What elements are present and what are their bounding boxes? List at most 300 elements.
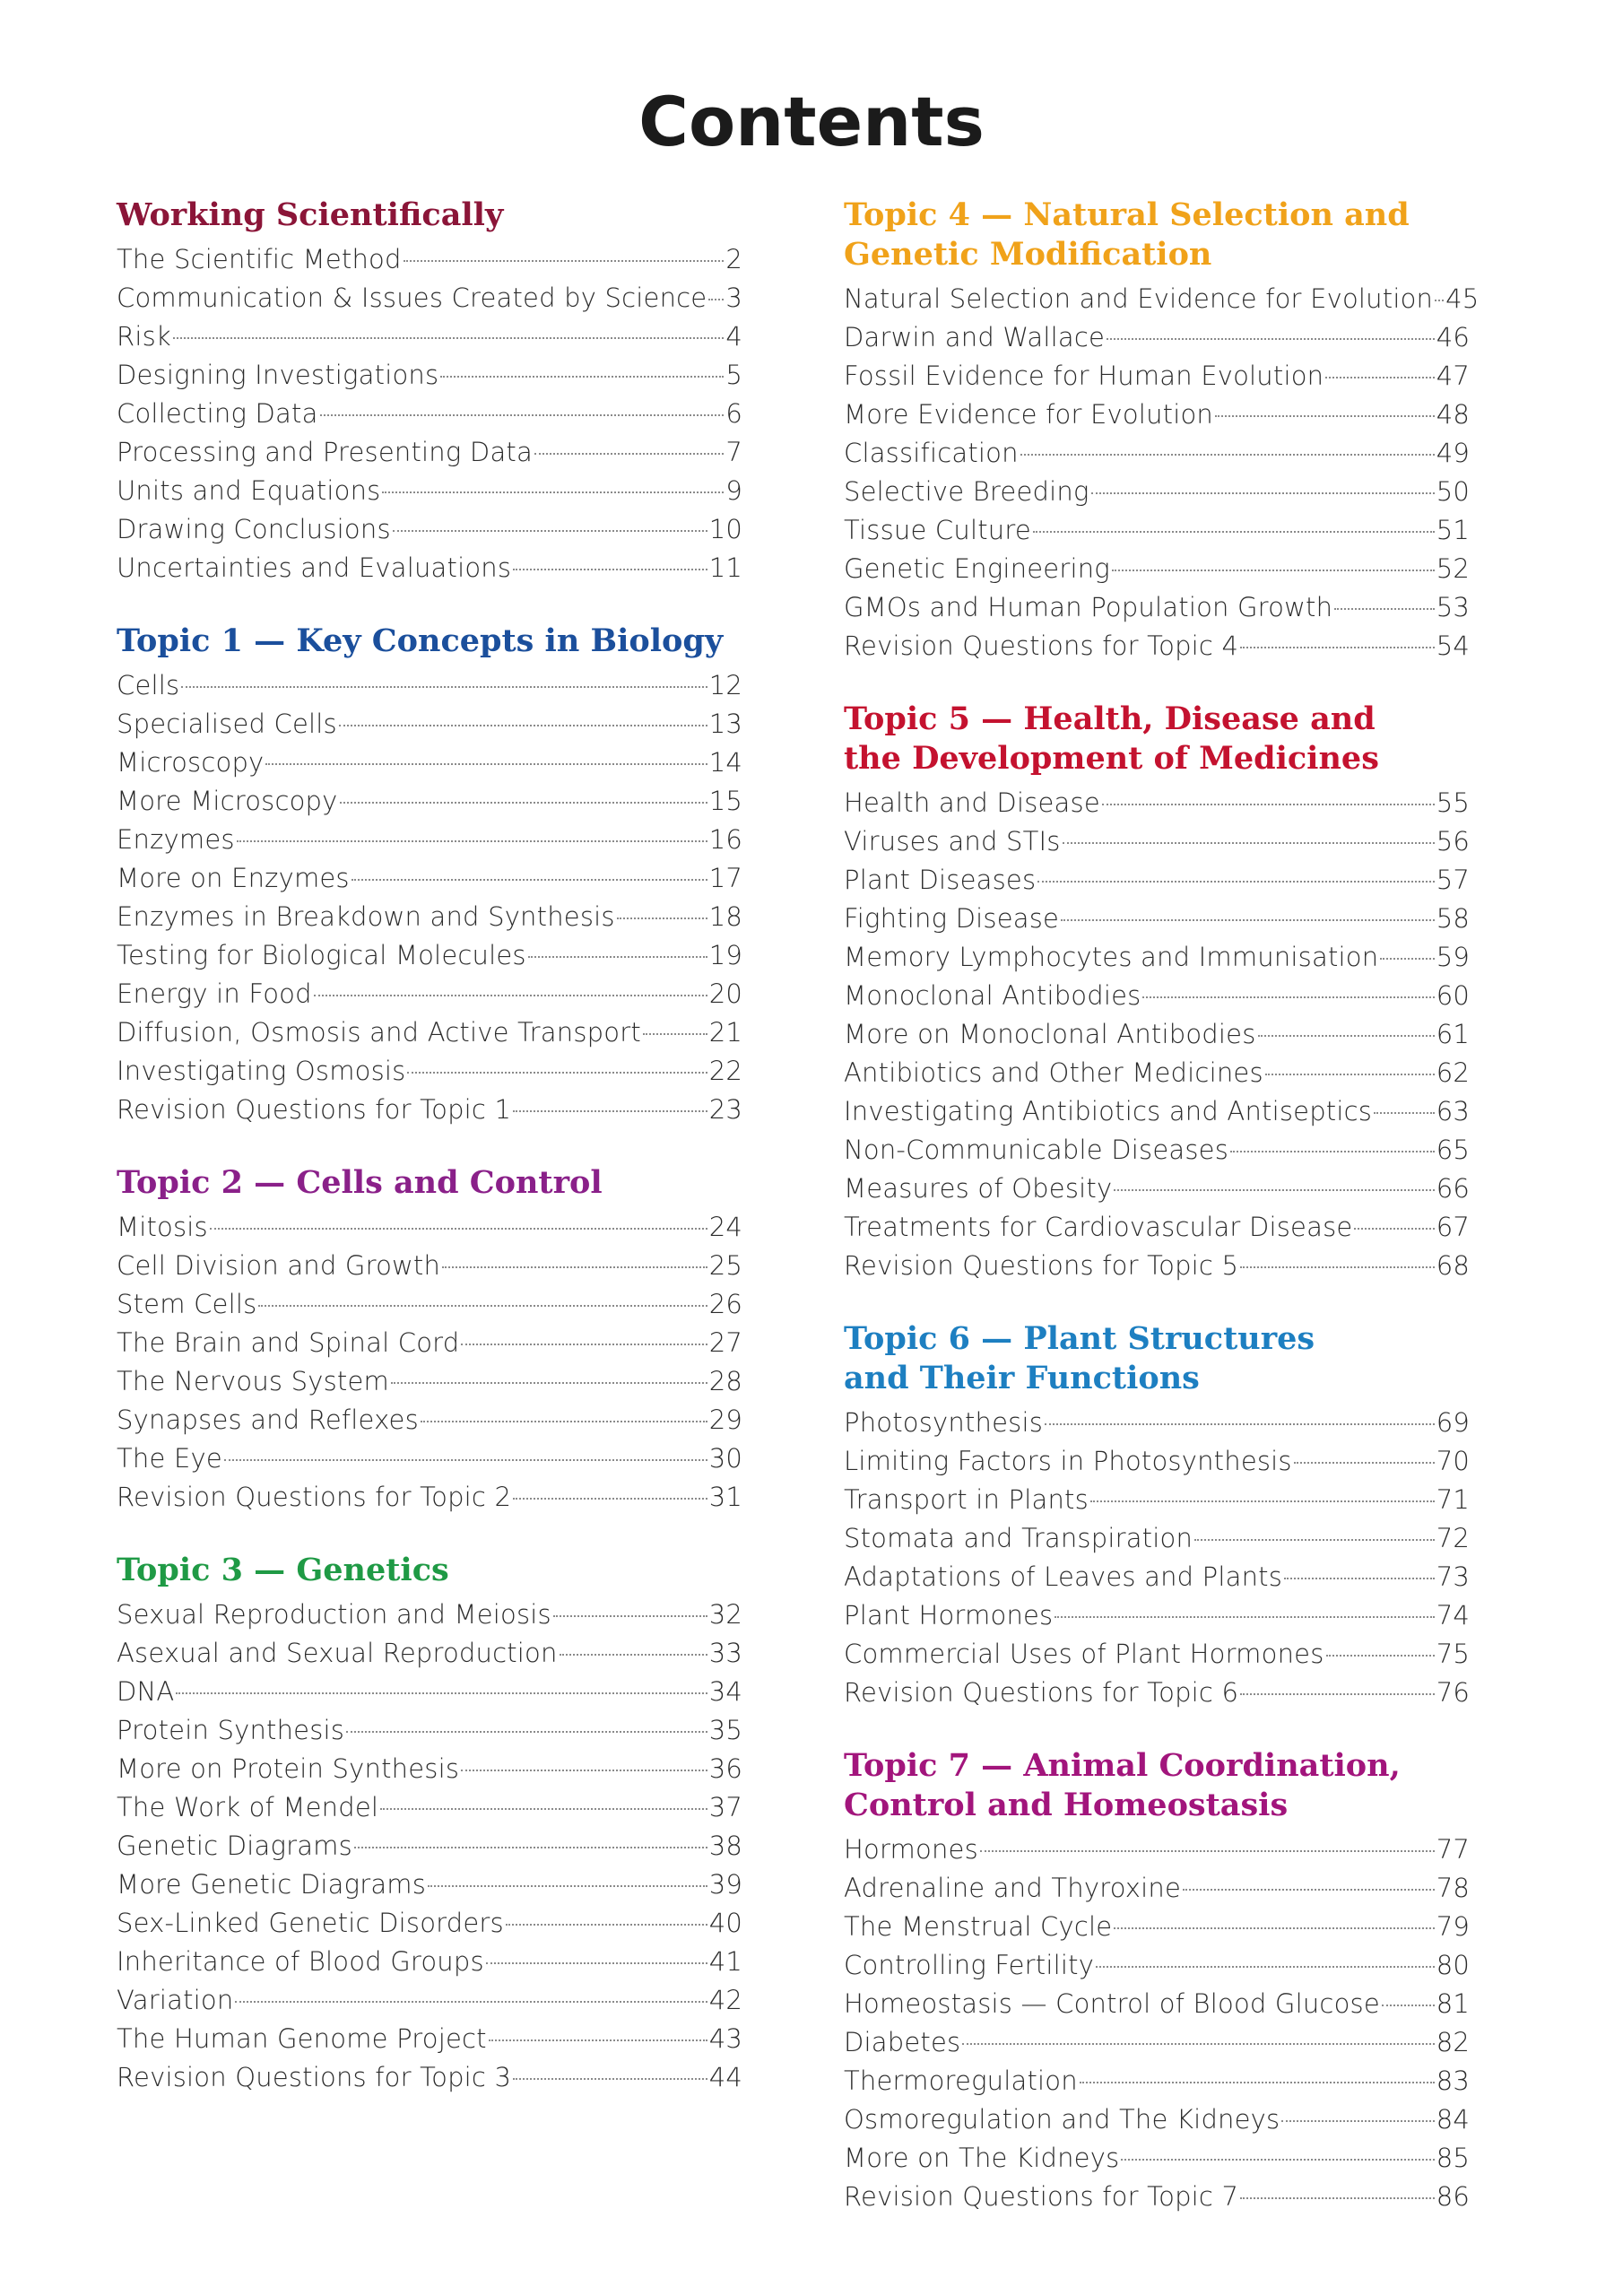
toc-entry[interactable] [117, 1904, 742, 1943]
section-heading [117, 622, 742, 661]
toc-entry[interactable] [117, 1362, 742, 1401]
toc-entry-label: Risk [117, 321, 171, 352]
section-heading [844, 196, 1470, 274]
toc-entry[interactable] [117, 782, 742, 821]
toc-entry-page-number: 44 [708, 2062, 742, 2092]
toc-entry[interactable] [117, 1788, 742, 1827]
toc-entry-label: Energy in Food [117, 978, 312, 1009]
section-heading-line: and Their Functions [844, 1360, 1200, 1396]
section-topic7 [844, 1746, 1470, 2216]
toc-entry-label: Viruses and STIs [844, 826, 1061, 857]
toc-entry[interactable] [117, 1439, 742, 1478]
toc-entry-page-number: 73 [1436, 1561, 1470, 1592]
toc-entry-label: Sexual Reproduction and Meiosis [117, 1599, 551, 1630]
dot-leader [1294, 1462, 1435, 1464]
toc-entry-label: Investigating Osmosis [117, 1056, 406, 1086]
toc-entry-page-number: 14 [708, 747, 742, 778]
section-heading [844, 700, 1470, 778]
dot-leader [1240, 647, 1435, 648]
toc-entry-page-number: 65 [1436, 1135, 1470, 1165]
toc-entry[interactable] [844, 822, 1470, 861]
toc-entry-page-number: 26 [708, 1289, 742, 1319]
toc-entry-label: Adaptations of Leaves and Plants [844, 1561, 1283, 1592]
toc-entry-label: More on Monoclonal Antibodies [844, 1019, 1256, 1049]
dot-leader [237, 840, 707, 842]
toc-entry[interactable] [117, 472, 742, 510]
dot-leader [235, 2001, 707, 2003]
toc-entry-page-number: 29 [708, 1405, 742, 1435]
toc-entry-page-number: 35 [708, 1715, 742, 1745]
section-heading-line: Topic 4 — Natural Selection and [844, 196, 1410, 233]
toc-entry-page-number: 83 [1436, 2066, 1470, 2096]
toc-entry-label: Monoclonal Antibodies [844, 980, 1141, 1011]
toc-entry-label: The Nervous System [117, 1366, 389, 1396]
toc-entry-label: Plant Diseases [844, 865, 1037, 895]
toc-entry-page-number: 54 [1436, 631, 1470, 661]
dot-leader [461, 1344, 707, 1345]
dot-leader [486, 1962, 707, 1964]
toc-entry-page-number: 66 [1436, 1173, 1470, 1204]
dot-leader [1194, 1539, 1435, 1541]
toc-entry[interactable] [844, 1674, 1470, 1712]
toc-entry[interactable] [844, 2100, 1470, 2139]
toc-entry-page-number: 12 [708, 670, 742, 700]
toc-entry-page-number: 16 [708, 824, 742, 855]
toc-entry-label: The Human Genome Project [117, 2023, 487, 2054]
toc-entry[interactable] [844, 784, 1470, 822]
dot-leader [210, 1228, 707, 1230]
toc-entry[interactable] [844, 627, 1470, 665]
dot-leader [1114, 1927, 1434, 1929]
toc-entry-page-number: 43 [708, 2023, 742, 2054]
section-heading-line: Topic 6 — Plant Structures [844, 1320, 1315, 1357]
dot-leader [461, 1770, 707, 1771]
toc-entry-label: Revision Questions for Topic 2 [117, 1482, 512, 1512]
toc-entry-page-number: 27 [708, 1327, 742, 1358]
dot-leader [1033, 531, 1435, 533]
section-heading [117, 1163, 742, 1203]
toc-entry-label: Uncertainties and Evaluations [117, 552, 512, 583]
toc-entry[interactable] [844, 2023, 1470, 2062]
dot-leader [352, 879, 707, 881]
toc-entry-label: Asexual and Sexual Reproduction [117, 1638, 558, 1668]
toc-entry[interactable] [117, 2058, 742, 2097]
dot-leader [1061, 919, 1435, 921]
toc-entry-label: Genetic Diagrams [117, 1831, 352, 1861]
toc-entry[interactable] [117, 356, 742, 395]
toc-entry-page-number: 75 [1436, 1639, 1470, 1669]
toc-entry[interactable] [117, 279, 742, 317]
toc-entry[interactable] [117, 1247, 742, 1285]
section-heading [844, 1746, 1470, 1825]
toc-entry-label: Diabetes [844, 2027, 961, 2057]
toc-entry-label: Revision Questions for Topic 3 [117, 2062, 512, 2092]
dot-leader [1055, 1616, 1434, 1618]
toc-entry-label: Diffusion, Osmosis and Active Transport [117, 1017, 641, 1048]
toc-entry-page-number: 55 [1436, 787, 1470, 818]
dot-leader [1096, 1966, 1435, 1968]
toc-entry-page-number: 20 [708, 978, 742, 1009]
toc-entry[interactable] [844, 588, 1470, 627]
toc-entry-label: More Genetic Diagrams [117, 1869, 427, 1900]
toc-entry-page-number: 74 [1436, 1600, 1470, 1631]
section-heading-line: Topic 2 — Cells and Control [117, 1164, 603, 1201]
dot-leader [1090, 1500, 1435, 1502]
toc-entry-label: Sex-Linked Genetic Disorders [117, 1908, 504, 1938]
toc-entry[interactable] [844, 1831, 1470, 1869]
toc-entry-page-number: 77 [1436, 1834, 1470, 1865]
toc-entry[interactable] [117, 395, 742, 433]
dot-leader [354, 1847, 707, 1848]
dot-leader [513, 569, 707, 570]
dot-leader [1325, 377, 1434, 378]
toc-entry-page-number: 82 [1436, 2027, 1470, 2057]
toc-entry[interactable] [844, 511, 1470, 550]
toc-entry-label: Homeostasis — Control of Blood Glucose [844, 1988, 1380, 2019]
dot-leader [513, 1110, 707, 1112]
section-topic2 [117, 1163, 742, 1517]
section-working [117, 196, 742, 587]
toc-entry-page-number: 9 [725, 475, 742, 506]
toc-entry-label: Darwin and Wallace [844, 322, 1106, 352]
toc-entry[interactable] [117, 1324, 742, 1362]
toc-entry[interactable] [117, 1673, 742, 1711]
toc-entry[interactable] [117, 705, 742, 744]
toc-entry-label: The Brain and Spinal Cord [117, 1327, 460, 1358]
toc-entry-label: Enzymes [117, 824, 235, 855]
dot-leader [339, 725, 707, 726]
toc-entry[interactable] [117, 1401, 742, 1439]
toc-entry-page-number: 24 [708, 1212, 742, 1242]
toc-entry[interactable] [844, 473, 1470, 511]
toc-entry-label: Synapses and Reflexes [117, 1405, 419, 1435]
section-heading-line: Topic 7 — Animal Coordination, [844, 1747, 1401, 1784]
toc-entry-page-number: 76 [1436, 1677, 1470, 1708]
toc-entry-page-number: 17 [708, 863, 742, 893]
toc-entry-label: Microscopy [117, 747, 265, 778]
toc-entry[interactable] [117, 1827, 742, 1866]
toc-entry-label: Memory Lymphocytes and Immunisation [844, 942, 1379, 972]
toc-entry-page-number: 60 [1436, 980, 1470, 1011]
dot-leader [1091, 492, 1435, 494]
toc-entry-label: Hormones [844, 1834, 978, 1865]
toc-entry[interactable] [117, 975, 742, 1013]
toc-entry-label: Specialised Cells [117, 709, 337, 739]
toc-entry-label: Controlling Fertility [844, 1950, 1095, 1980]
dot-leader [1037, 881, 1434, 883]
toc-entry-label: Testing for Biological Molecules [117, 940, 526, 970]
toc-entry[interactable] [117, 433, 742, 472]
section-topic1 [117, 622, 742, 1129]
toc-entry-page-number: 31 [708, 1482, 742, 1512]
dot-leader [1334, 608, 1435, 610]
section-heading [117, 196, 742, 235]
toc-entry-page-number: 70 [1436, 1446, 1470, 1476]
toc-entry[interactable] [117, 821, 742, 859]
dot-leader [534, 453, 724, 455]
toc-entry[interactable] [117, 859, 742, 898]
toc-entry[interactable] [844, 280, 1480, 318]
toc-entry[interactable] [844, 1985, 1470, 2023]
toc-entry[interactable] [844, 550, 1470, 588]
toc-entry-page-number: 32 [708, 1599, 742, 1630]
toc-entry-label: Adrenaline and Thyroxine [844, 1873, 1181, 1903]
section-heading-line: Topic 5 — Health, Disease and [844, 700, 1376, 737]
dot-leader [346, 1731, 707, 1733]
toc-entry-page-number: 53 [1436, 592, 1470, 622]
toc-entry-label: Photosynthesis [844, 1407, 1044, 1438]
toc-entry-label: Revision Questions for Topic 6 [844, 1677, 1239, 1708]
toc-entry[interactable] [117, 1750, 742, 1788]
toc-entry-page-number: 62 [1436, 1057, 1470, 1088]
dot-leader [1281, 2120, 1434, 2122]
toc-entry[interactable] [117, 240, 742, 279]
toc-entry-label: Selective Breeding [844, 476, 1089, 507]
dot-leader [513, 2078, 707, 2080]
toc-entry-label: Commercial Uses of Plant Hormones [844, 1639, 1324, 1669]
dot-leader [1380, 958, 1434, 960]
toc-entry-label: Stomata and Transpiration [844, 1523, 1193, 1553]
dot-leader [382, 491, 724, 493]
toc-entry[interactable] [117, 1285, 742, 1324]
toc-entry[interactable] [844, 1015, 1470, 1054]
toc-entry[interactable] [844, 1404, 1470, 1442]
toc-entry[interactable] [844, 1635, 1470, 1674]
dot-leader [1240, 2197, 1435, 2199]
dot-leader [404, 260, 725, 262]
toc-entry-page-number: 47 [1436, 361, 1470, 391]
dot-leader [442, 1266, 707, 1268]
dot-leader [617, 918, 707, 919]
toc-entry-label: Revision Questions for Topic 7 [844, 2181, 1239, 2212]
dot-leader [528, 956, 707, 958]
toc-entry-label: Plant Hormones [844, 1600, 1054, 1631]
toc-entry-label: Revision Questions for Topic 1 [117, 1094, 512, 1125]
toc-entry-label: Designing Investigations [117, 360, 439, 390]
toc-entry-page-number: 81 [1436, 1988, 1470, 2019]
toc-entry-label: Variation [117, 1985, 234, 2015]
toc-entry-page-number: 42 [708, 1985, 742, 2015]
toc-entry[interactable] [117, 744, 742, 782]
toc-entry-label: More Microscopy [117, 786, 338, 816]
toc-entry-label: Cell Division and Growth [117, 1250, 441, 1281]
toc-entry-page-number: 18 [708, 901, 742, 932]
dot-leader [1107, 338, 1435, 340]
toc-entry-page-number: 30 [708, 1443, 742, 1474]
toc-entry[interactable] [117, 1013, 742, 1052]
toc-entry-label: Revision Questions for Topic 4 [844, 631, 1239, 661]
toc-entry-page-number: 45 [1445, 283, 1480, 314]
toc-entry[interactable] [844, 1869, 1470, 1908]
toc-entry-label: Stem Cells [117, 1289, 257, 1319]
toc-entry-page-number: 3 [725, 283, 742, 313]
toc-entry[interactable] [844, 900, 1470, 938]
toc-entry-page-number: 59 [1436, 942, 1470, 972]
toc-entry-page-number: 33 [708, 1638, 742, 1668]
toc-entry[interactable] [844, 2139, 1470, 2178]
toc-entry-page-number: 67 [1436, 1212, 1470, 1242]
toc-entry[interactable] [117, 1052, 742, 1091]
toc-entry[interactable] [844, 1558, 1470, 1596]
dot-leader [1435, 300, 1444, 301]
toc-entry-label: Natural Selection and Evidence for Evolution [844, 283, 1434, 314]
toc-entry-page-number: 50 [1436, 476, 1470, 507]
toc-entry[interactable] [844, 1442, 1470, 1481]
toc-entry-label: Enzymes in Breakdown and Synthesis [117, 901, 615, 932]
toc-entry-page-number: 79 [1436, 1911, 1470, 1942]
dot-leader [1045, 1423, 1435, 1425]
toc-entry-page-number: 10 [708, 514, 742, 544]
toc-entry[interactable] [844, 977, 1470, 1015]
toc-entry[interactable] [117, 1943, 742, 1981]
toc-entry-page-number: 21 [708, 1017, 742, 1048]
dot-leader [553, 1615, 707, 1617]
toc-entry-page-number: 80 [1436, 1950, 1470, 1980]
section-heading-line: Topic 3 — Genetics [117, 1552, 449, 1588]
toc-entry[interactable] [844, 357, 1470, 396]
dot-leader [407, 1072, 707, 1074]
toc-entry[interactable] [844, 434, 1470, 473]
toc-entry[interactable] [844, 1596, 1470, 1635]
toc-entry-page-number: 86 [1436, 2181, 1470, 2212]
toc-entry[interactable] [844, 1519, 1470, 1558]
dot-leader [1112, 570, 1435, 571]
toc-entry-page-number: 37 [708, 1792, 742, 1822]
toc-entry[interactable] [844, 861, 1470, 900]
toc-entry[interactable] [844, 1908, 1470, 1946]
dot-leader [265, 763, 707, 765]
dot-leader [1121, 2159, 1434, 2161]
toc-entry[interactable] [117, 898, 742, 936]
dot-leader [1020, 454, 1435, 456]
toc-entry-page-number: 40 [708, 1908, 742, 1938]
toc-entry[interactable] [844, 1481, 1470, 1519]
dot-leader [962, 2043, 1434, 2045]
dot-leader [980, 1850, 1435, 1852]
toc-entry-label: Transport in Plants [844, 1484, 1089, 1515]
dot-leader [314, 995, 707, 996]
toc-entry[interactable] [844, 1946, 1470, 1985]
toc-entry[interactable] [844, 396, 1470, 434]
dot-leader [421, 1421, 707, 1422]
toc-entry[interactable] [117, 510, 742, 549]
toc-entry[interactable] [844, 1170, 1470, 1208]
toc-entry-page-number: 38 [708, 1831, 742, 1861]
toc-entry[interactable] [844, 1131, 1470, 1170]
toc-entry[interactable] [117, 317, 742, 356]
toc-entry-page-number: 85 [1436, 2143, 1470, 2173]
dot-leader [1142, 996, 1434, 998]
section-topic4 [844, 196, 1480, 665]
toc-entry-label: Health and Disease [844, 787, 1100, 818]
toc-entry-page-number: 13 [708, 709, 742, 739]
toc-entry-page-number: 56 [1436, 826, 1470, 857]
dot-leader [1326, 1655, 1435, 1657]
toc-entry[interactable] [844, 938, 1470, 977]
dot-leader [1063, 842, 1435, 844]
toc-entry[interactable] [117, 1634, 742, 1673]
toc-entry[interactable] [844, 1247, 1470, 1285]
toc-entry[interactable] [117, 1596, 742, 1634]
toc-entry-label: More on Enzymes [117, 863, 350, 893]
dot-leader [513, 1498, 707, 1500]
section-heading [117, 1551, 742, 1590]
toc-entry-label: Osmoregulation and The Kidneys [844, 2104, 1280, 2135]
toc-entry-page-number: 22 [708, 1056, 742, 1086]
toc-entry[interactable] [117, 666, 742, 705]
toc-entry-page-number: 46 [1436, 322, 1470, 352]
toc-entry[interactable] [117, 1208, 742, 1247]
toc-entry[interactable] [117, 1981, 742, 2020]
dot-leader [224, 1459, 707, 1461]
toc-entry[interactable] [117, 936, 742, 975]
toc-entry[interactable] [117, 2020, 742, 2058]
toc-entry[interactable] [844, 1092, 1470, 1131]
toc-entry-page-number: 36 [708, 1753, 742, 1784]
toc-entry-label: The Eye [117, 1443, 222, 1474]
toc-entry-label: Mitosis [117, 1212, 208, 1242]
toc-entry-label: Treatments for Cardiovascular Disease [844, 1212, 1353, 1242]
toc-entry-page-number: 34 [708, 1676, 742, 1707]
toc-entry[interactable] [117, 1091, 742, 1129]
toc-entry[interactable] [844, 1054, 1470, 1092]
toc-entry-page-number: 84 [1436, 2104, 1470, 2135]
toc-entry-page-number: 19 [708, 940, 742, 970]
section-topic5 [844, 700, 1470, 1285]
dot-leader [506, 1924, 707, 1926]
dot-leader [1284, 1578, 1435, 1579]
toc-entry-page-number: 5 [725, 360, 742, 390]
toc-entry-page-number: 11 [708, 552, 742, 583]
toc-entry-label: The Work of Mendel [117, 1792, 379, 1822]
dot-leader [643, 1033, 707, 1035]
toc-entry[interactable] [844, 2178, 1470, 2216]
toc-entry-label: Investigating Antibiotics and Antiseptics [844, 1096, 1373, 1126]
toc-entry-page-number: 41 [708, 1946, 742, 1977]
dot-leader [1265, 1074, 1435, 1075]
toc-entry-label: Fossil Evidence for Human Evolution [844, 361, 1324, 391]
dot-leader [440, 376, 724, 378]
toc-entry-page-number: 28 [708, 1366, 742, 1396]
toc-entry-page-number: 15 [708, 786, 742, 816]
toc-entry[interactable] [117, 1478, 742, 1517]
section-heading-line: Topic 1 — Key Concepts in Biology [117, 622, 724, 659]
dot-leader [1382, 2005, 1435, 2006]
toc-entry[interactable] [844, 318, 1470, 357]
section-heading-line: Working Scientifically [117, 196, 504, 233]
toc-entry-page-number: 68 [1436, 1250, 1470, 1281]
toc-entry-label: Tissue Culture [844, 515, 1031, 545]
toc-entry-page-number: 71 [1436, 1484, 1470, 1515]
toc-entry-label: Inheritance of Blood Groups [117, 1946, 484, 1977]
toc-entry[interactable] [117, 1866, 742, 1904]
toc-entry[interactable] [844, 2062, 1470, 2100]
dot-leader [258, 1305, 707, 1307]
toc-entry-label: Antibiotics and Other Medicines [844, 1057, 1263, 1088]
toc-entry-page-number: 6 [725, 398, 742, 429]
toc-entry-label: Genetic Engineering [844, 553, 1110, 584]
dot-leader [176, 1692, 707, 1694]
section-heading-line: the Development of Medicines [844, 740, 1379, 777]
dot-leader [1240, 1693, 1435, 1695]
toc-entry[interactable] [844, 1208, 1470, 1247]
section-heading-line: Genetic Modification [844, 236, 1212, 273]
toc-entry[interactable] [117, 1711, 742, 1750]
toc-entry[interactable] [117, 549, 742, 587]
section-heading-line: Control and Homeostasis [844, 1787, 1289, 1823]
dot-leader [380, 1808, 707, 1810]
dot-leader [340, 802, 707, 804]
